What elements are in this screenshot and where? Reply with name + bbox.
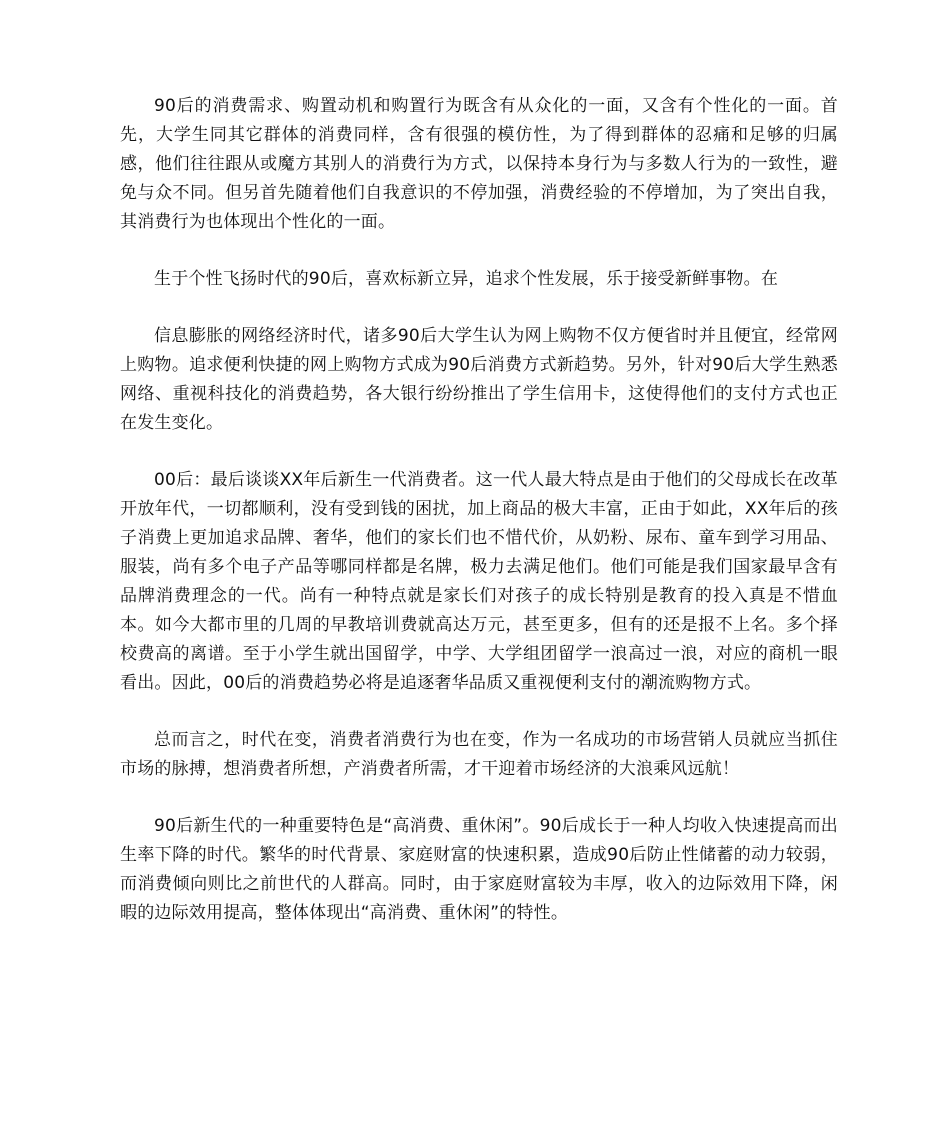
paragraph-high-consumption: 90后新生代的一种重要特色是“高消费、重休闲”。90后成长于一种人均收入快速提高而出生率下降的时代。繁华的时代背景、家庭财富的快速积累，造成90后防止性储蓄的动力较弱，而消费倾向则比之前世代的人群高。同时，由于家庭财富较为丰厚，收入的边际效用下降，闲暇的边际效用提高，整体体现出“高消费、重休闲”的特性。 [120, 816, 838, 923]
paragraph-90s-personality: 生于个性飞扬时代的90后，喜欢标新立异，追求个性发展，乐于接受新鲜事物。在 [154, 269, 779, 289]
paragraph-90s-consumption-traits: 90后的消费需求、购置动机和购置行为既含有从众化的一面，又含有个性化的一面。首先，大学生同其它群体的消费同样，含有很强的模仿性，为了得到群体的忍痛和足够的归属感，他们往往跟从或魔方其别人的消费行为方式，以保持本身行为与多数人行为的一致性，避免与众不同。但另首先随着他们自我意识的不停加强，消费经验的不停增加，为了突出自我，其消费行为也体现出个性化的一面。 [120, 96, 838, 232]
paragraph-conclusion: 总而言之，时代在变，消费者消费行为也在变，作为一名成功的市场营销人员就应当抓住市场的脉搏，想消费者所想，产消费者所需，才干迎着市场经济的大浪乘风远航！ [120, 730, 838, 779]
document-page [120, 92, 838, 956]
paragraph-online-shopping: 信息膨胀的网络经济时代，诸多90后大学生认为网上购物不仅方便省时并且便宜，经常网上购物。追求便利快捷的网上购物方式成为90后消费方式新趋势。另外，针对90后大学生熟悉网络、重视科技化的消费趋势，各大银行纷纷推出了学生信用卡，这使得他们的支付方式也正在发生变化。 [120, 326, 838, 433]
paragraph-00s-consumers: 00后：最后谈谈XX年后新生一代消费者。这一代人最大特点是由于他们的父母成长在改革开放年代，一切都顺利，没有受到钱的困扰，加上商品的极大丰富，正由于如此，XX年后的孩子消费上更加追求品牌、奢华，他们的家长们也不惜代价，从奶粉、尿布、童车到学习用品、服装，尚有多个电子产品等哪同样都是名牌，极力去满足他们。他们可能是我们国家最早含有品牌消费理念的一代。尚有一种特点就是家长们对孩子的成长特别是教育的投入真是不惜血本。如今大都市里的几周的早教培训费就高达万元，甚至更多，但有的还是报不上名。多个择校费高的离谱。至于小学生就出国留学，中学、大学组团留学一浪高过一浪，对应的商机一眼看出。因此，00后的消费趋势必将是追逐奢华品质又重视便利支付的潮流购物方式。 [120, 470, 838, 693]
